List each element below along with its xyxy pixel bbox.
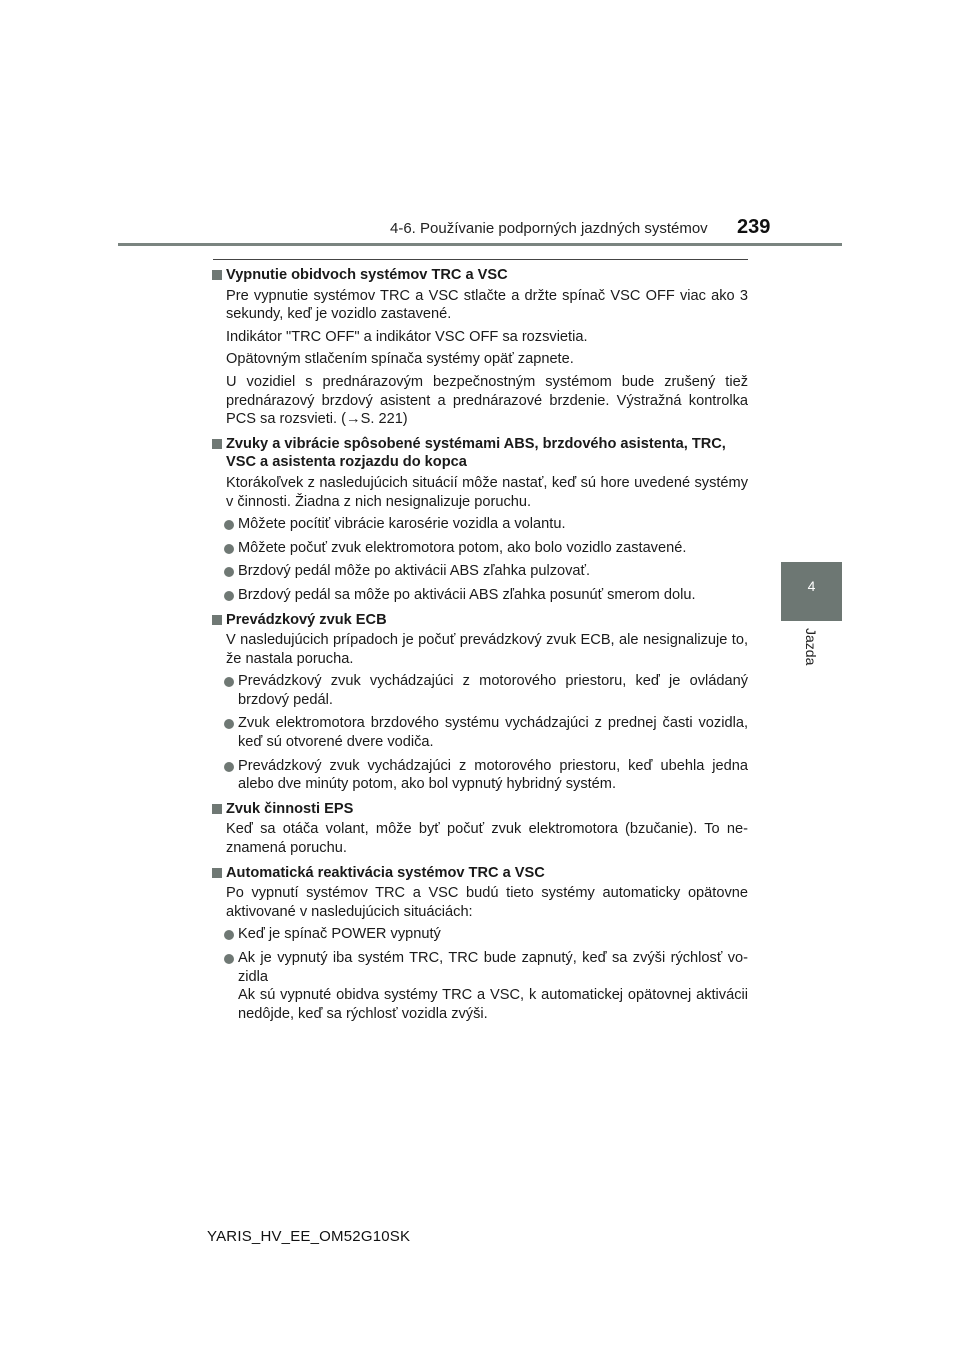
list-item: Prevádzkový zvuk vychádzajúci z motorového priestoru, keď ubehla jedna alebo dve minúty potom, ako bol vypnutý hybridný systém. <box>210 757 748 794</box>
list-item: Brzdový pedál sa môže po aktivácii ABS zľahka posunúť smerom dolu. <box>210 586 748 605</box>
section <box>210 266 748 429</box>
circle-bullet-icon <box>224 719 234 729</box>
section-title: Prevádzkový zvuk ECB <box>210 611 748 630</box>
section <box>210 611 748 794</box>
circle-bullet-icon <box>224 677 234 687</box>
paragraph: Opätovným stlačením spínača systémy opäť zapnete. <box>226 351 574 368</box>
circle-bullet-icon <box>224 544 234 554</box>
section-title: Zvuky a vibrácie spôsobené systémami ABS, brzdového asistenta, TRC, VSC a asistenta rozjazdu do kopca <box>210 435 748 472</box>
paragraph: Pre vypnutie systémov TRC a VSC stlačte a držte spínač VSC OFF viac ako 3 sekundy, keď je vozidlo zastavené. <box>226 287 748 323</box>
list-item: Môžete počuť zvuk elektromotora potom, ako bolo vozidlo zastavené. <box>210 539 748 558</box>
circle-bullet-icon <box>224 954 234 964</box>
square-bullet-icon <box>212 804 222 814</box>
circle-bullet-icon <box>224 567 234 577</box>
list-item: Zvuk elektromotora brzdového systému vychádzajúci z prednej časti vozidla, keď sú otvorené dvere vodiča. <box>210 714 748 751</box>
paragraph: Po vypnutí systémov TRC a VSC budú tieto systémy automaticky opätovne aktivované v nasledujúcich situáciách: <box>226 885 748 920</box>
paragraph: Keď sa otáča volant, môže byť počuť zvuk elektromotora (bzučanie). To neznamená poruchu. <box>226 821 748 857</box>
content-rule <box>213 259 748 260</box>
footer-document-code: YARIS_HV_EE_OM52G10SK <box>207 1228 411 1245</box>
chapter-tab-number: 4 <box>807 578 816 594</box>
list-item: Prevádzkový zvuk vychádzajúci z motorového priestoru, keď je ovládaný brzdový pedál. <box>210 672 748 709</box>
paragraph: U vozidiel s prednárazovým bezpečnostným systémom bude zrušený tiež prednárazový brzdový asistent a prednárazové brzdenie. Výstražná kontrolka PCS sa rozsvieti. (→S. 221) <box>226 373 748 428</box>
square-bullet-icon <box>212 615 222 625</box>
list-item: Ak je vypnutý iba systém TRC, TRC bude zapnutý, keď sa zvýši rýchlosť vozidla Ak sú vypnuté obidva systémy TRC a VSC, k automatickej opätovnej aktivácii nedôjde, keď sa rýchlosť vozidla zvýši. <box>210 949 748 1023</box>
section <box>210 435 748 605</box>
bullet-continuation: Ak sú vypnuté obidva systémy TRC a VSC, k automatickej opätovnej aktivácii nedôjde, keď sa rýchlosť vozidla zvýši. <box>238 987 748 1022</box>
square-bullet-icon <box>212 270 222 280</box>
paragraph: V nasledujúcich prípadoch je počuť prevádzkový zvuk ECB, ale nesignalizuje to, že nastala porucha. <box>226 632 748 667</box>
chapter-tab <box>781 562 842 621</box>
list-item: Môžete pocítiť vibrácie karosérie vozidla a volantu. <box>210 515 748 534</box>
section <box>210 800 748 858</box>
section-title: Zvuk činnosti EPS <box>210 800 748 819</box>
circle-bullet-icon <box>224 762 234 772</box>
circle-bullet-icon <box>224 520 234 530</box>
square-bullet-icon <box>212 439 222 449</box>
list-item: Keď je spínač POWER vypnutý <box>210 925 748 944</box>
page-header-title: 4-6. Používanie podporných jazdných systémov <box>390 220 708 237</box>
section-title: Automatická reaktivácia systémov TRC a VSC <box>210 864 748 883</box>
circle-bullet-icon <box>224 591 234 601</box>
page-number: 239 <box>737 216 771 238</box>
content-body <box>210 266 748 1029</box>
list-item: Brzdový pedál môže po aktivácii ABS zľahka pulzovať. <box>210 562 748 581</box>
chapter-tab-label: Jazda <box>803 628 819 666</box>
header-rule <box>118 243 842 246</box>
circle-bullet-icon <box>224 930 234 940</box>
square-bullet-icon <box>212 868 222 878</box>
paragraph: Ktorákoľvek z nasledujúcich situácií môže nastať, keď sú hore uvedené systémy v činnosti. Žiadna z nich nesignalizuje poruchu. <box>226 474 748 510</box>
section <box>210 864 748 1024</box>
paragraph: Indikátor "TRC OFF" a indikátor VSC OFF sa rozsvietia. <box>226 328 588 345</box>
section-title: Vypnutie obidvoch systémov TRC a VSC <box>210 266 748 285</box>
